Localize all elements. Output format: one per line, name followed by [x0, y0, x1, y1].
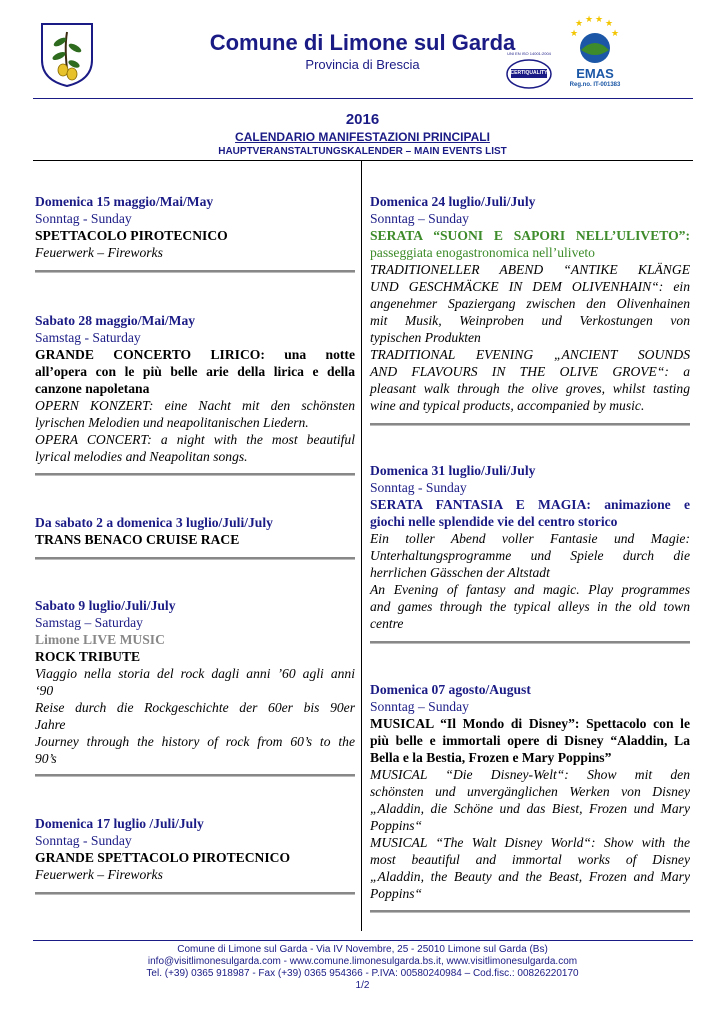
event-description-de: OPERN KONZERT: eine Nacht mit den schönsten [35, 398, 355, 413]
footer-address: Comune di Limone sul Garda - Via IV Novembre, 25 - 25010 Limone sul Garda (Bs) [177, 944, 548, 955]
event-description-de: Poppins“ [370, 818, 423, 833]
certiquality-text: CERTIQUALITY [510, 70, 548, 76]
event-description: Feuerwerk – Fireworks [35, 245, 163, 260]
event-separator [370, 423, 690, 426]
event-description-de: angenehmer Spaziergang zwischen den Olivenhainen [370, 296, 690, 311]
event-description-en: Poppins“ [370, 886, 423, 901]
event-name: SERATA “SUONI E SAPORI NELL’ULIVETO”: [370, 228, 690, 243]
certiquality-logo [505, 48, 553, 96]
municipality-title: Comune di Limone sul Garda [209, 30, 516, 55]
event-day: Sonntag - Sunday [35, 833, 132, 848]
page-number: 1/2 [355, 980, 370, 991]
svg-text:★: ★ [611, 28, 620, 38]
event-name-line: giochi nelle splendide vie del centro storico [370, 514, 618, 529]
event-name-line: GRANDE CONCERTO LIRICO: una notte [35, 347, 355, 362]
event-description-it: passeggiata enogastronomica nell’uliveto [370, 245, 595, 260]
event-date: Domenica 07 agosto/August [370, 682, 531, 697]
emas-logo [565, 14, 625, 94]
event-description-en: TRADITIONAL EVENING „ANCIENT SOUNDS [370, 347, 690, 362]
event-description-en: „Aladdin, the Beauty and the Beast, Frozen and Mary [370, 869, 690, 884]
svg-text:★: ★ [605, 18, 614, 28]
event-description-de: Ein toller Abend voller Fantasie und Magie: [370, 531, 690, 546]
event-name-line: più belle e immortali opere di Disney “Aladdin, La [370, 733, 690, 748]
event-description-de: MUSICAL “Die Disney-Welt“: Show mit den [370, 767, 690, 782]
event-separator [35, 892, 355, 895]
event-description-de: schönsten und unvergänglichen Werken von Disney [370, 784, 690, 799]
svg-text:★: ★ [585, 14, 594, 24]
event-day: Sonntag – Sunday [370, 211, 469, 226]
event-separator [35, 473, 355, 476]
event-description-de: mit Musik, Weinproben und Verkostungen von [370, 313, 690, 328]
event-description-it: ‘90 [35, 683, 54, 698]
event-description-de: TRADITIONELLER ABEND “ANTIKE KLÄNGE [370, 262, 690, 277]
column-divider [361, 161, 362, 931]
event-date: Sabato 28 maggio/Mai/May [35, 313, 196, 328]
event-description-de: UND GESCHMÄCKE IN DEM OLIVENHAIN“: ein [370, 279, 690, 294]
event-left-5 [35, 815, 355, 883]
province-subtitle: Provincia di Brescia [305, 57, 420, 72]
event-left-1 [35, 193, 355, 261]
event-description-de: Unterhaltungsprogramme und Spiele durch die [370, 548, 690, 563]
event-right-3 [370, 681, 690, 902]
event-description-en: Journey through the history of rock from 60’s to the [35, 734, 355, 749]
event-right-1 [370, 193, 690, 414]
event-description-en: OPERA CONCERT: a night with the most beautiful [35, 432, 355, 447]
event-description-de: Jahre [35, 717, 66, 732]
event-description-de: „Aladdin, die Schöne und das Biest, Frozen und Mary [370, 801, 690, 816]
svg-text:★: ★ [575, 18, 584, 28]
event-name-line: canzone napoletana [35, 381, 150, 396]
event-name: TRANS BENACO CRUISE RACE [35, 532, 240, 547]
event-date: Domenica 15 maggio/Mai/May [35, 194, 214, 209]
event-day: Sonntag – Sunday [370, 699, 469, 714]
event-left-4 [35, 597, 355, 767]
event-day: Samstag – Saturday [35, 615, 143, 630]
event-right-2 [370, 462, 690, 632]
event-description-en: AND FLAVOURS IN THE OLIVE GROVE“: a [370, 364, 690, 379]
event-name: GRANDE SPETTACOLO PIROTECNICO [35, 850, 291, 865]
event-date: Domenica 24 luglio/Juli/July [370, 194, 536, 209]
emas-label: EMAS [576, 66, 614, 81]
footer-web-links[interactable]: info@visitlimonesulgarda.com - www.comune.limonesulgarda.bs.it, www.visitlimonesulgarda.com [147, 956, 578, 967]
event-separator [370, 641, 690, 644]
event-description-it: Viaggio nella storia del rock dagli anni ’60 agli anni [35, 666, 355, 681]
event-separator [35, 270, 355, 273]
title-divider [33, 160, 693, 161]
event-description-de: Reise durch die Rockgeschichte der 60er bis 90er [35, 700, 355, 715]
event-name-line: MUSICAL “Il Mondo di Disney”: Spettacolo con le [370, 716, 690, 731]
event-description-en: MUSICAL “The Walt Disney World“: Show with the [370, 835, 690, 850]
footer-contacts: Tel. (+39) 0365 918987 - Fax (+39) 0365 954366 - P.IVA: 00580240984 – Cod.fisc.: 00826220170 [146, 968, 579, 979]
event-date: Domenica 17 luglio /Juli/July [35, 816, 204, 831]
event-description-de: lyrischen Melodien und neapolitanischen Liedern. [35, 415, 309, 430]
event-description-en: most beautiful and immortal works of Disney [370, 852, 690, 867]
event-day: Sonntag - Sunday [35, 211, 132, 226]
calendar-title: CALENDARIO MANIFESTAZIONI PRINCIPALI [235, 130, 490, 144]
event-date: Da sabato 2 a domenica 3 luglio/Juli/July [35, 515, 273, 530]
event-series: Limone LIVE MUSIC [35, 632, 165, 647]
event-date: Sabato 9 luglio/Juli/July [35, 598, 176, 613]
event-date: Domenica 31 luglio/Juli/July [370, 463, 536, 478]
event-day: Samstag - Saturday [35, 330, 141, 345]
cert-standard-text: UNI EN ISO 14001:2004 [507, 51, 551, 56]
event-description-en: and games through the typical alleys in the old town [370, 599, 690, 614]
calendar-subtitle: HAUPTVERANSTALTUNGSKALENDER – MAIN EVENTS LIST [218, 146, 507, 157]
event-description-en: An Evening of fantasy and magic. Play programmes [370, 582, 690, 597]
event-description-en: wine and typical products, accompanied by music. [370, 398, 645, 413]
event-name: ROCK TRIBUTE [35, 649, 141, 664]
svg-text:★: ★ [570, 28, 579, 38]
event-description-en: lyrical melodies and Neapolitan songs. [35, 449, 248, 464]
event-separator [35, 557, 355, 560]
event-description-en: 90’s [35, 751, 57, 766]
event-description-en: pleasant walk through the olive groves, whilst tasting [370, 381, 690, 396]
event-name-line: all’opera con le più belle arie della lirica e della [35, 364, 355, 379]
event-name-line: SERATA FANTASIA E MAGIA: animazione e [370, 497, 690, 512]
event-name: SPETTACOLO PIROTECNICO [35, 228, 228, 243]
event-name-line: Bella e la Bestia, Frozen e Mary Poppins” [370, 750, 612, 765]
emas-registration: Reg.no. IT-001383 [569, 82, 621, 88]
header-divider [33, 98, 693, 99]
event-description-de: typischen Produkten [370, 330, 481, 345]
event-description-en: centre [370, 616, 404, 631]
event-day: Sonntag - Sunday [370, 480, 467, 495]
footer-divider [33, 940, 693, 941]
event-separator [370, 910, 690, 913]
calendar-year: 2016 [345, 111, 380, 128]
svg-text:★: ★ [595, 14, 604, 24]
event-left-3 [35, 514, 355, 548]
event-description-de: herrlichen Gässchen der Altstadt [370, 565, 550, 580]
event-description: Feuerwerk – Fireworks [35, 867, 163, 882]
event-separator [35, 774, 355, 777]
event-left-2 [35, 312, 355, 465]
